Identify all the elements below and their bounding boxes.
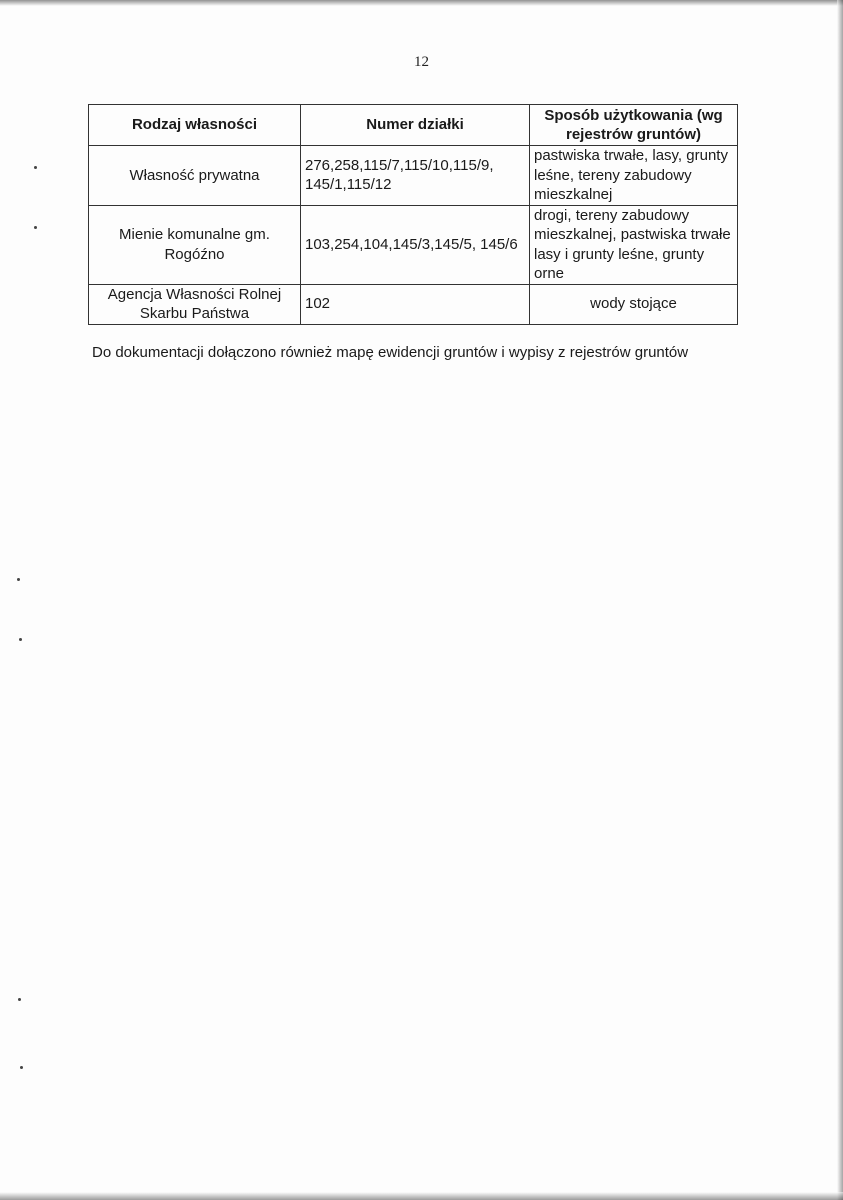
table-header-row — [89, 105, 738, 146]
scan-edge-top — [0, 0, 843, 6]
scan-edge-right — [837, 0, 843, 1200]
cell-usage: drogi, tereny zabudowy mieszkalnej, pastwiska trwałe lasy i grunty leśne, grunty orne — [530, 205, 738, 284]
table-row — [89, 146, 738, 206]
header-plot-number: Numer działki — [301, 105, 530, 146]
documentation-note: Do dokumentacji dołączono również mapę ewidencji gruntów i wypisy z rejestrów gruntów — [92, 344, 689, 361]
margin-mark — [20, 1066, 23, 1069]
margin-mark — [34, 226, 37, 229]
page-number: 12 — [414, 54, 429, 70]
margin-mark — [17, 578, 20, 581]
margin-mark — [18, 998, 21, 1001]
table-row — [89, 205, 738, 284]
cell-plots: 103,254,104,145/3,145/5, 145/6 — [301, 205, 530, 284]
scan-edge-bottom — [0, 1192, 843, 1200]
ownership-table — [88, 104, 738, 325]
cell-usage: pastwiska trwałe, lasy, grunty leśne, tereny zabudowy mieszkalnej — [530, 146, 738, 206]
cell-owner: Mienie komunalne gm. Rogóźno — [89, 205, 301, 284]
cell-plots: 276,258,115/7,115/10,115/9, 145/1,115/12 — [301, 146, 530, 206]
margin-mark — [19, 638, 22, 641]
table-row — [89, 284, 738, 324]
header-land-use: Sposób użytkowania (wg rejestrów gruntów) — [530, 105, 738, 146]
cell-plots: 102 — [301, 284, 530, 324]
margin-mark — [34, 166, 37, 169]
cell-owner: Własność prywatna — [89, 146, 301, 206]
cell-usage: wody stojące — [530, 284, 738, 324]
header-ownership-type: Rodzaj własności — [89, 105, 301, 146]
cell-owner: Agencja Własności Rolnej Skarbu Państwa — [89, 284, 301, 324]
